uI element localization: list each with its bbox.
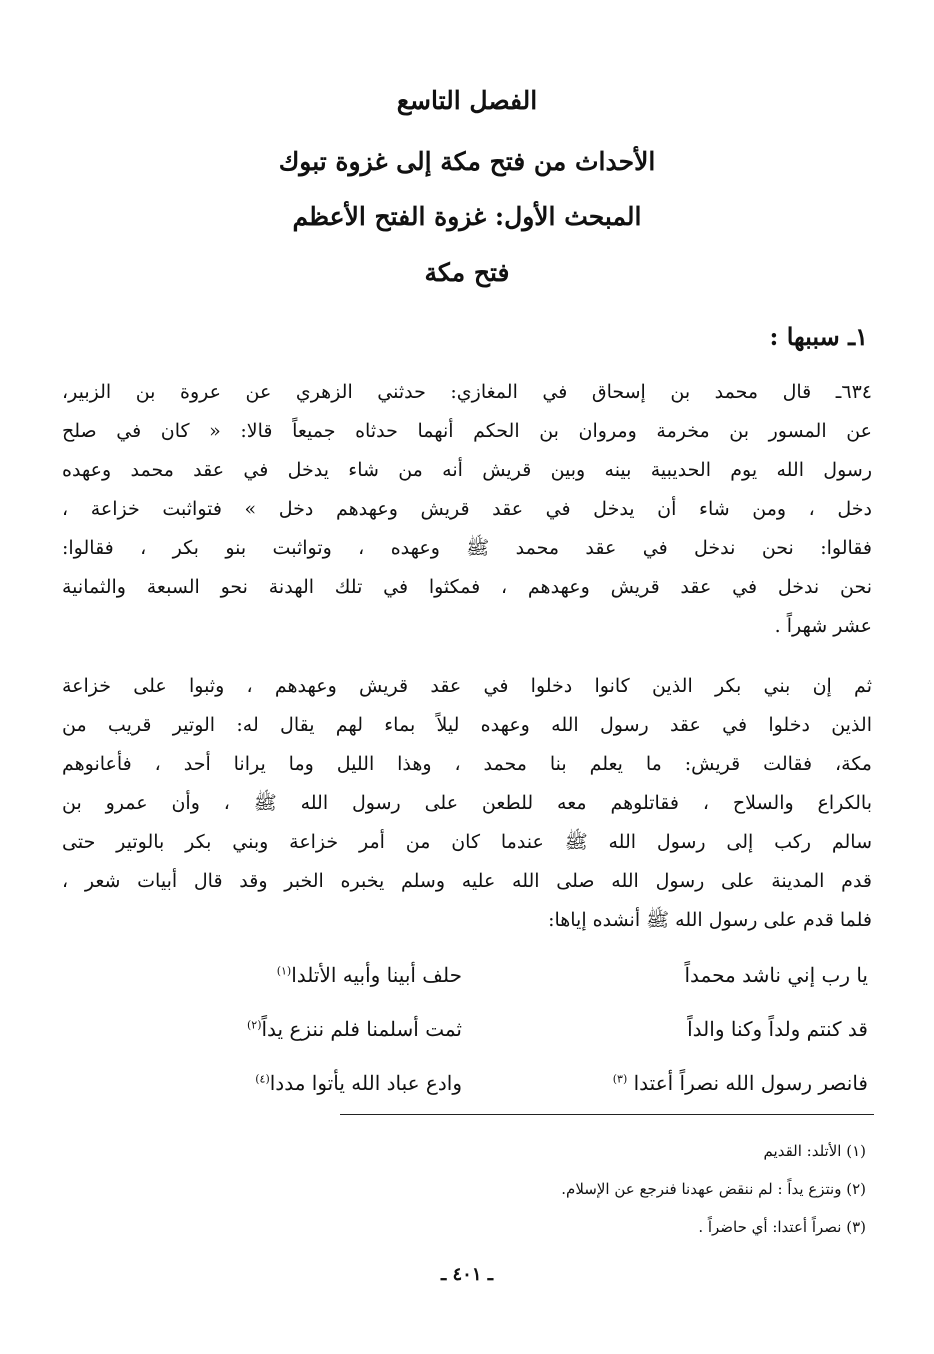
- chapter-heading: الفصل التاسع: [396, 86, 538, 115]
- text-line: ٦٣٤ـ قال محمد بن إسحاق في المغازي: حدثني الزهري عن عروة بن الزبير،: [62, 381, 872, 403]
- text-line: ثم إن بني بكر الذين كانوا دخلوا في عقد قريش وعهدهم ، وثبوا على خزاعة: [62, 675, 872, 697]
- text-line: سالم ركب إلى رسول الله ﷺ عندما كان من أمر خزاعة وبني بكر بالوتير حتى: [62, 831, 872, 853]
- verse-second-hemistich: ثمت أسلمنا فلم ننزع يداً$^{(٢)}$: [246, 1017, 462, 1041]
- text-line: دخل ، ومن شاء أن يدخل في عقد قريش وعهدهم دخل » فتواثبت خزاعة ،: [62, 498, 872, 520]
- footnote: (٣) نصراً أعتدا: أي حاضراً .: [698, 1218, 866, 1236]
- verse-first-hemistich: يا رب إني ناشد محمداً: [684, 963, 868, 987]
- text-line: قدم المدينة على رسول الله صلى الله عليه وسلم يخبره الخبر وقد قال أبيات شعر ،: [62, 870, 872, 892]
- poem-verse: [62, 948, 868, 1002]
- poem-verse: [62, 1002, 868, 1056]
- text-line: مكة، فقالت قريش: ما يعلم بنا محمد ، وهذا الليل وما يرانا أحد ، فأعانوهم: [62, 753, 872, 775]
- text-line: الذين دخلوا في عقد رسول الله وعهده ليلاً بماء لهم يقال له: الوتير قريب من: [62, 714, 872, 736]
- poem-verse: [62, 1056, 868, 1110]
- verse-first-hemistich: قد كنتم ولداً وكنا والداً: [687, 1017, 868, 1041]
- footnote: (٢) ونتزع يداً : لم ننقض عهدنا فنرجع عن الإسلام.: [561, 1180, 866, 1198]
- subsection-title: ١ـ سببها :: [769, 322, 868, 351]
- text-line: رسول الله يوم الحديبية بينه وبين قريش أنه من شاء يدخل في عقد محمد وعهده: [62, 459, 872, 481]
- text-line: بالكراع والسلاح ، فقاتلوهم معه للطعن على رسول الله ﷺ ، وأن عمرو بن: [62, 792, 872, 814]
- paragraph-narration: [62, 373, 872, 646]
- text-line: فلما قدم على رسول الله ﷺ أنشده إياها:: [548, 909, 872, 931]
- poem: [62, 948, 868, 1110]
- page-number: ـ ٤٠١ ـ: [440, 1264, 494, 1285]
- topic-heading: فتح مكة: [424, 258, 510, 287]
- verse-second-hemistich: حلف أبينا وأبيه الأتلدا$^{(١)}$: [276, 963, 462, 987]
- footnote-marker: (١): [276, 964, 292, 978]
- paragraph-events: [62, 667, 872, 940]
- footnote-marker: (٢): [246, 1018, 262, 1032]
- text-line: عشر شهراً .: [774, 615, 872, 637]
- footnote: (١) الأتلد: القديم: [763, 1142, 866, 1160]
- chapter-subtitle: الأحداث من فتح مكة إلى غزوة تبوك: [278, 147, 656, 176]
- verse-first-hemistich: فانصر رسول الله نصراً أعتدا $^{(٣)}$: [612, 1071, 868, 1095]
- text-line: عن المسور بن مخرمة ومروان بن الحكم أنهما حدثاه جميعاً قالا: « كان في صلح: [62, 420, 872, 442]
- footnote-marker: (٣): [612, 1072, 628, 1086]
- section-heading: المبحث الأول: غزوة الفتح الأعظم: [292, 202, 642, 231]
- footnotes: [66, 1132, 866, 1246]
- verse-second-hemistich: وادع عباد الله يأتوا مددا$^{(٤)}$: [255, 1071, 462, 1095]
- text-line: فقالوا: نحن ندخل في عقد محمد ﷺ وعهده ، وتواثبت بنو بكر ، فقالوا:: [62, 537, 872, 559]
- footnote-marker: (٤): [255, 1072, 270, 1086]
- text-line: نحن ندخل في عقد قريش وعهدهم ، فمكثوا في تلك الهدنة نحو السبعة والثمانية: [62, 576, 872, 598]
- footnote-divider: [340, 1114, 874, 1115]
